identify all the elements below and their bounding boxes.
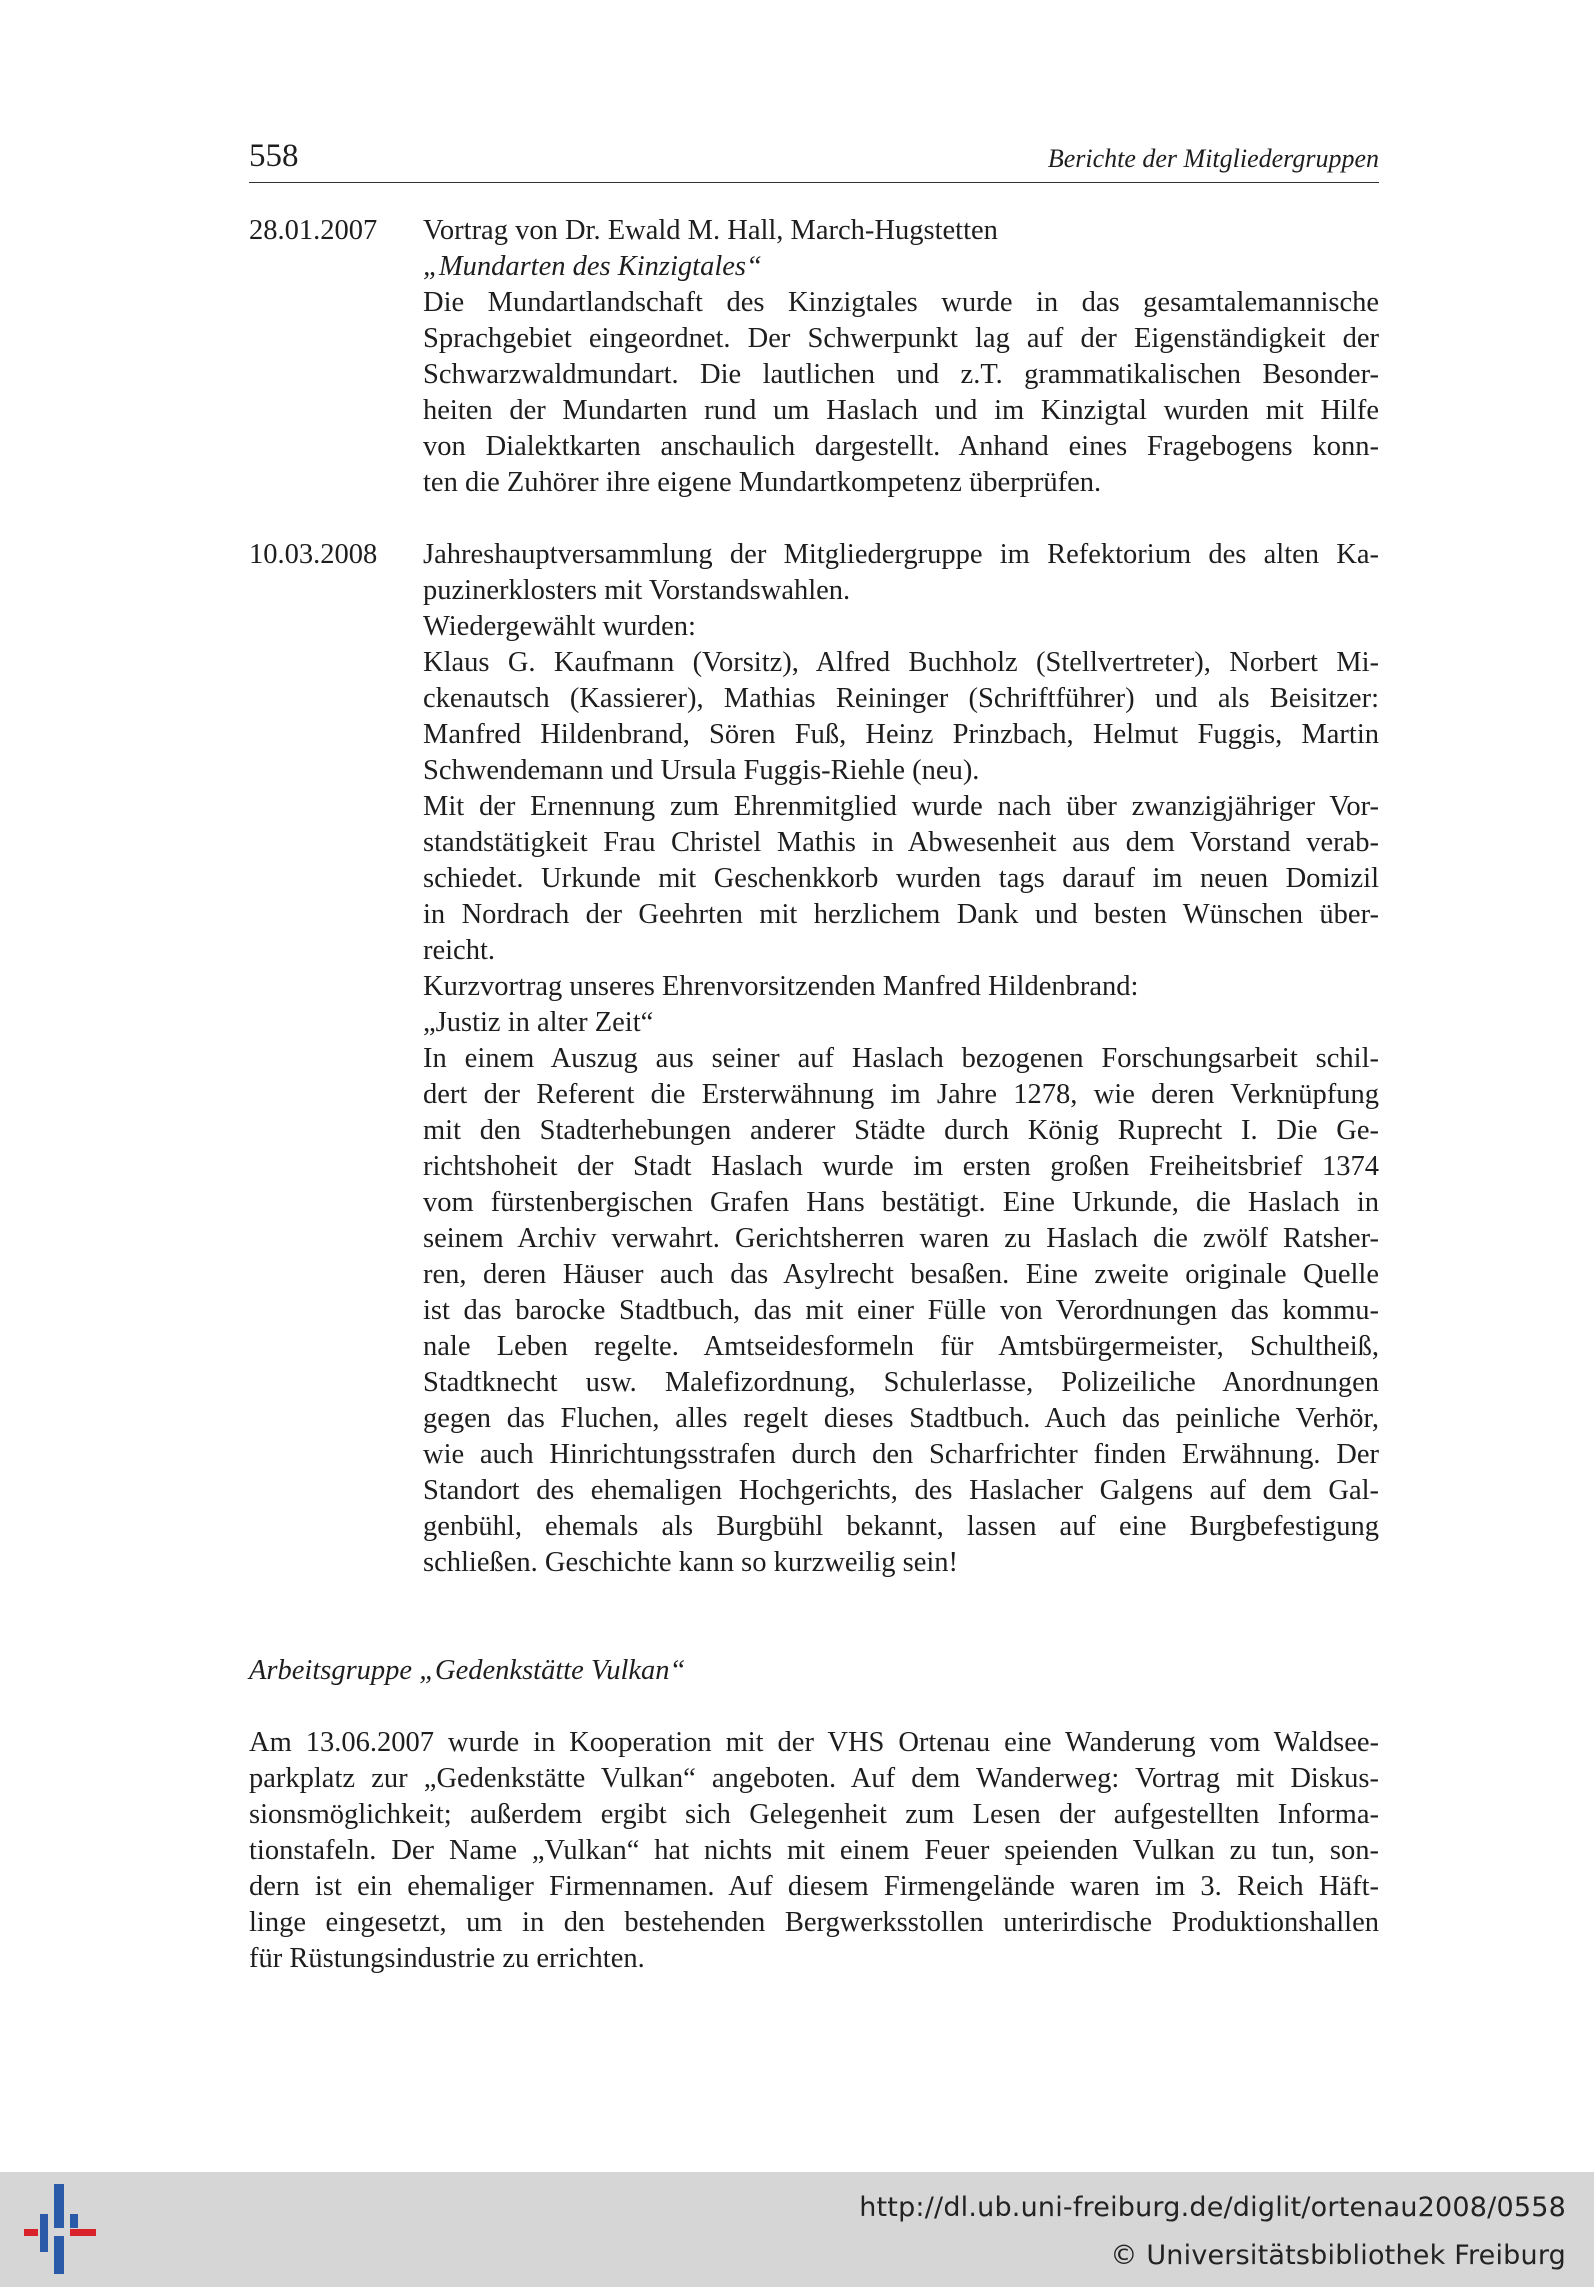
entry-content	[423, 213, 1379, 501]
text-line: richtshoheit der Stadt Haslach wurde im ersten großen Freiheitsbrief 1374	[423, 1151, 1379, 1182]
text-line: ist das barocke Stadtbuch, das mit einer Fülle von Verordnungen das kommu-	[423, 1295, 1379, 1326]
page-header	[249, 128, 1379, 183]
text-line: nale Leben regelte. Amtseidesformeln für Amtsbürgermeister, Schultheiß,	[423, 1331, 1379, 1362]
text-line: Jahreshauptversammlung der Mitgliedergruppe im Refektorium des alten Ka-	[423, 539, 1379, 570]
text-line: Manfred Hildenbrand, Sören Fuß, Heinz Prinzbach, Helmut Fuggis, Martin	[423, 719, 1379, 750]
text-line: ten die Zuhörer ihre eigene Mundartkompetenz überprüfen.	[423, 467, 1102, 498]
text-line: heiten der Mundarten rund um Haslach und im Kinzigtal wurden mit Hilfe	[423, 395, 1379, 426]
copyright-notice: © Universitätsbibliothek Freiburg	[1110, 2240, 1566, 2271]
text-line: In einem Auszug aus seiner auf Haslach bezogenen Forschungsarbeit schil-	[423, 1043, 1379, 1074]
text-line: Stadtknecht usw. Malefizordnung, Schulerlasse, Polizeiliche Anordnungen	[423, 1367, 1379, 1398]
running-head: Berichte der Mitgliedergruppen	[1047, 144, 1379, 173]
text-line: Schwarzwaldmundart. Die lautlichen und z.T. grammatikalischen Besonder-	[423, 359, 1379, 390]
source-url-link[interactable]: http://dl.ub.uni-freiburg.de/diglit/ortenau2008/0558	[859, 2192, 1566, 2223]
text-line: tionstafeln. Der Name „Vulkan“ hat nichts mit einem Feuer speienden Vulkan zu tun, son-	[249, 1835, 1379, 1866]
entry-2007-01-28	[249, 213, 1379, 501]
entry-date: 10.03.2008	[249, 539, 378, 570]
text-line: Schwendemann und Ursula Fuggis-Riehle (neu).	[423, 755, 980, 786]
text-line: Am 13.06.2007 wurde in Kooperation mit der VHS Ortenau eine Wanderung vom Waldsee-	[249, 1727, 1379, 1758]
entry-2008-03-10	[249, 537, 1379, 1581]
text-line: dert der Referent die Ersterwähnung im Jahre 1278, wie deren Verknüpfung	[423, 1079, 1379, 1110]
footer-band	[0, 2172, 1594, 2287]
text-line: sionsmöglichkeit; außerdem ergibt sich Gelegenheit zum Lesen der aufgestellten Informa-	[249, 1799, 1379, 1830]
text-line: vom fürstenbergischen Grafen Hans bestätigt. Eine Urkunde, die Haslach in	[423, 1187, 1379, 1218]
text-line: Wiedergewählt wurden:	[423, 611, 696, 642]
text-line: dern ist ein ehemaliger Firmennamen. Auf diesem Firmengelände waren im 3. Reich Häft-	[249, 1871, 1379, 1902]
lecture-title: „Justiz in alter Zeit“	[423, 1007, 654, 1038]
text-line: puzinerklosters mit Vorstandswahlen.	[423, 575, 851, 606]
text-line: ckenautsch (Kassierer), Mathias Reininger (Schriftführer) und als Beisitzer:	[423, 683, 1379, 714]
text-line: schließen. Geschichte kann so kurzweilig sein!	[423, 1547, 959, 1578]
text-line: genbühl, ehemals als Burgbühl bekannt, lassen auf eine Burgbefestigung	[423, 1511, 1379, 1542]
text-line: standstätigkeit Frau Christel Mathis in Abwesenheit aus dem Vorstand verab-	[423, 827, 1379, 858]
text-line: in Nordrach der Geehrten mit herzlichem Dank und besten Wünschen über-	[423, 899, 1379, 930]
text-line: ren, deren Häuser auch das Asylrecht besaßen. Eine zweite originale Quelle	[423, 1259, 1379, 1290]
page-number: 558	[249, 138, 299, 174]
text-line: Mit der Ernennung zum Ehrenmitglied wurde nach über zwanzigjähriger Vor-	[423, 791, 1379, 822]
section-paragraph	[249, 1725, 1379, 1977]
text-line: Standort des ehemaligen Hochgerichts, des Haslacher Galgens auf dem Gal-	[423, 1475, 1379, 1506]
text-line: für Rüstungsindustrie zu errichten.	[249, 1943, 645, 1974]
text-line: mit den Stadterhebungen anderer Städte durch König Ruprecht I. Die Ge-	[423, 1115, 1379, 1146]
text-line: Kurzvortrag unseres Ehrenvorsitzenden Manfred Hildenbrand:	[423, 971, 1139, 1002]
text-line: reicht.	[423, 935, 496, 966]
text-line: gegen das Fluchen, alles regelt dieses Stadtbuch. Auch das peinliche Verhör,	[423, 1403, 1379, 1434]
text-line: schiedet. Urkunde mit Geschenkkorb wurden tags darauf im neuen Domizil	[423, 863, 1379, 894]
text-line: von Dialektkarten anschaulich dargestellt. Anhand eines Fragebogens konn-	[423, 431, 1379, 462]
text-line: Vortrag von Dr. Ewald M. Hall, March-Hugstetten	[423, 215, 998, 246]
text-line: linge eingesetzt, um in den bestehenden Bergwerksstollen unterirdische Produktionshallen	[249, 1907, 1379, 1938]
text-line: wie auch Hinrichtungsstrafen durch den Scharfrichter finden Erwähnung. Der	[423, 1439, 1379, 1470]
section-heading: Arbeitsgruppe „Gedenkstätte Vulkan“	[249, 1655, 686, 1686]
text-line: Klaus G. Kaufmann (Vorsitz), Alfred Buchholz (Stellvertreter), Norbert Mi-	[423, 647, 1379, 678]
entry-content	[423, 537, 1379, 1581]
text-line: Sprachgebiet eingeordnet. Der Schwerpunkt lag auf der Eigenständigkeit der	[423, 323, 1379, 354]
lecture-title: „Mundarten des Kinzigtales“	[423, 251, 762, 282]
page-body	[249, 213, 1379, 1977]
ub-freiburg-logo-icon	[18, 2184, 102, 2274]
text-line: parkplatz zur „Gedenkstätte Vulkan“ angeboten. Auf dem Wanderweg: Vortrag mit Diskus-	[249, 1763, 1379, 1794]
text-line: seinem Archiv verwahrt. Gerichtsherren waren zu Haslach die zwölf Ratsher-	[423, 1223, 1379, 1254]
entry-date: 28.01.2007	[249, 215, 378, 246]
text-line: Die Mundartlandschaft des Kinzigtales wurde in das gesamtalemannische	[423, 287, 1379, 318]
